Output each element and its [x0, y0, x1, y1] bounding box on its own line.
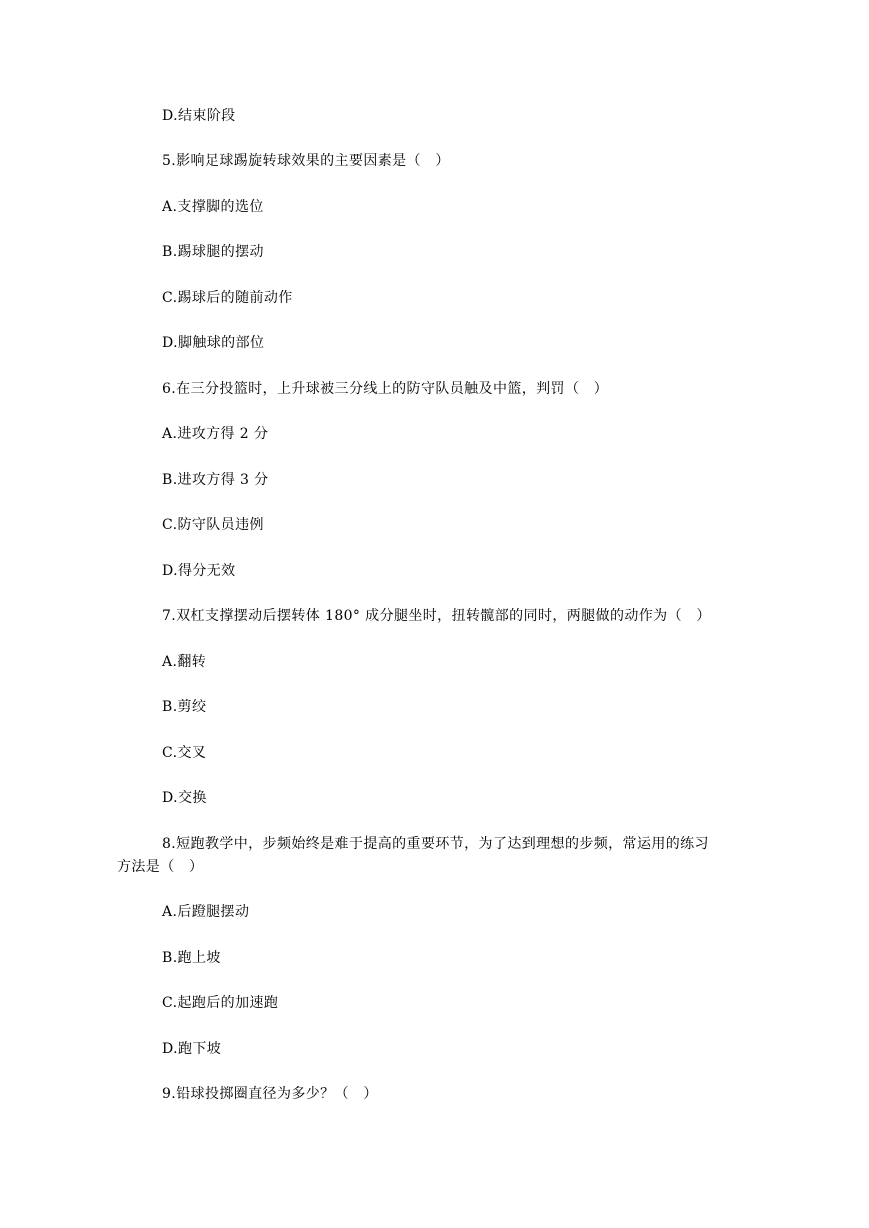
option-a-q7: A.翻转 [162, 654, 207, 670]
question-7: 7.双杠支撑摆动后摆转体 180° 成分腿坐时，扭转髋部的同时，两腿做的动作为（ ） [162, 608, 711, 624]
option-d-q5: D.脚触球的部位 [162, 335, 265, 351]
option-c-q5: C.踢球后的随前动作 [162, 290, 293, 306]
option-c-q6: C.防守队员违例 [162, 517, 264, 533]
option-b-q7: B.剪绞 [162, 699, 207, 715]
option-a-q6: A.进攻方得 2 分 [162, 426, 269, 442]
option-b-q8: B.跑上坡 [162, 950, 221, 966]
option-b-q6: B.进攻方得 3 分 [162, 472, 269, 488]
question-8-line-2: 方法是（ ） [117, 859, 204, 875]
question-6: 6.在三分投篮时，上升球被三分线上的防守队员触及中篮，判罚（ ） [162, 381, 609, 397]
option-d-q7: D.交换 [162, 790, 207, 806]
option-d-q4: D.结束阶段 [162, 108, 236, 124]
question-5: 5.影响足球踢旋转球效果的主要因素是（ ） [162, 153, 450, 169]
question-8-line-1: 8.短跑教学中，步频始终是难于提高的重要环节，为了达到理想的步频，常运用的练习 [162, 836, 709, 852]
option-a-q8: A.后蹬腿摆动 [162, 904, 250, 920]
option-d-q8: D.跑下坡 [162, 1041, 222, 1057]
option-d-q6: D.得分无效 [162, 563, 236, 579]
question-9: 9.铅球投掷圈直径为多少？（ ） [162, 1086, 378, 1102]
option-b-q5: B.踢球腿的摆动 [162, 244, 264, 260]
option-a-q5: A.支撑脚的选位 [162, 199, 264, 215]
option-c-q7: C.交叉 [162, 745, 207, 761]
option-c-q8: C.起跑后的加速跑 [162, 995, 279, 1011]
